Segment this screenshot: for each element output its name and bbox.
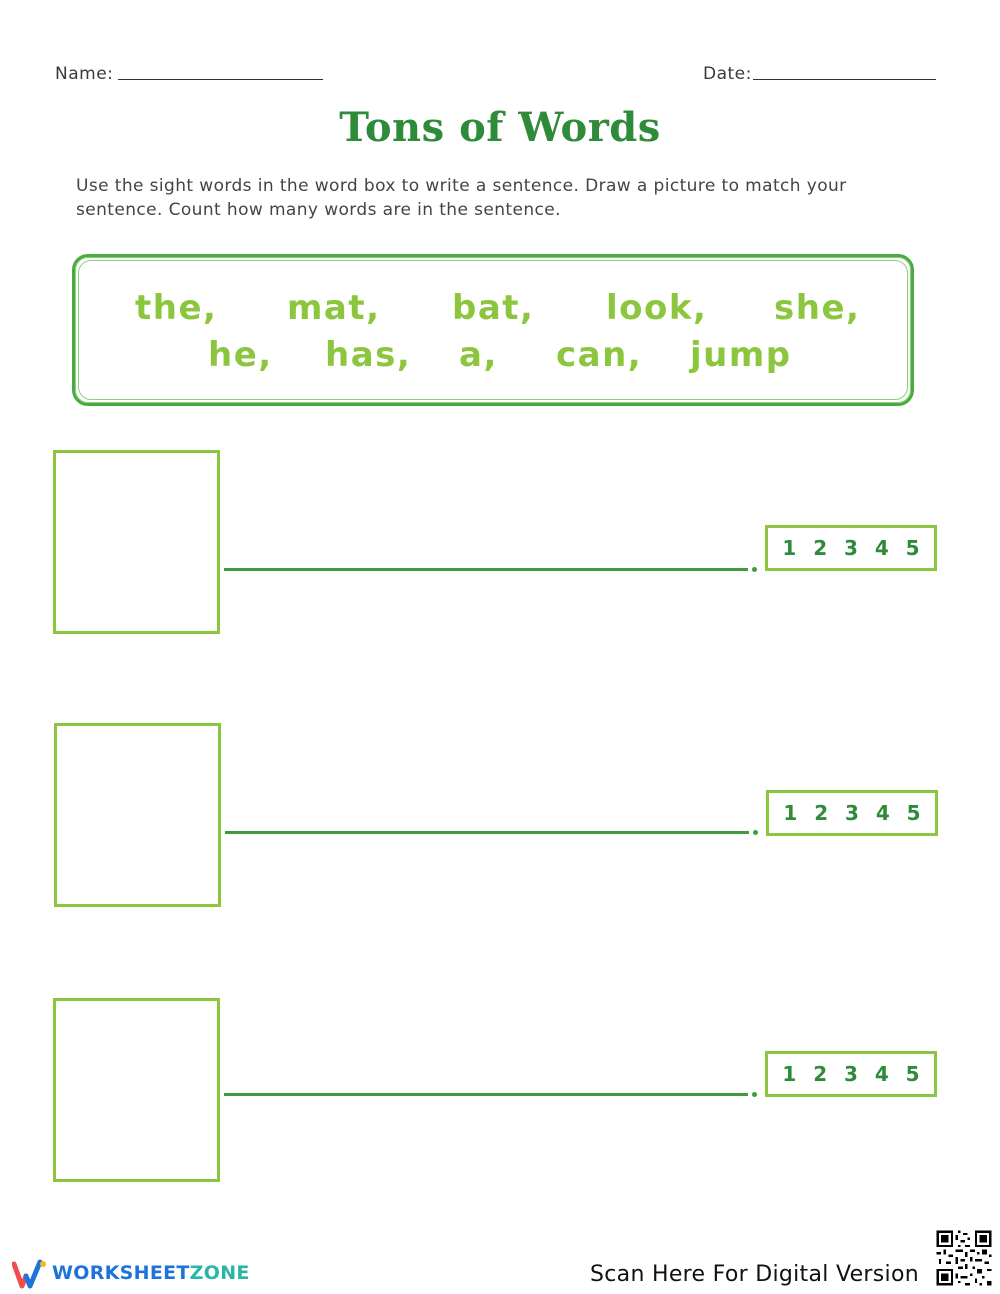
brand-name-part2: ZONE — [189, 1262, 250, 1284]
period-dot — [752, 567, 757, 572]
word-box — [72, 254, 914, 406]
brand-name-part1: WORKSHEET — [52, 1262, 190, 1284]
worksheetzone-logo-icon — [12, 1258, 48, 1290]
count-option[interactable]: 1 — [782, 1062, 797, 1086]
count-option[interactable]: 1 — [782, 536, 797, 560]
period-dot — [753, 830, 758, 835]
count-option[interactable]: 5 — [905, 1062, 920, 1086]
count-option[interactable]: 1 — [783, 801, 798, 825]
count-option[interactable]: 5 — [905, 536, 920, 560]
name-field[interactable] — [118, 79, 323, 80]
word-item: she, — [774, 288, 861, 328]
count-option[interactable]: 5 — [906, 801, 921, 825]
word-item: a, — [459, 335, 498, 375]
count-option[interactable]: 4 — [874, 1062, 889, 1086]
count-option[interactable]: 3 — [844, 536, 858, 560]
picture-box[interactable] — [54, 723, 221, 907]
word-item: bat, — [452, 288, 535, 328]
count-option[interactable]: 2 — [814, 801, 829, 825]
brand-name[interactable] — [52, 1262, 250, 1284]
word-count-box — [766, 790, 938, 836]
instructions-text: Use the sight words in the word box to write a sentence. Draw a picture to match your sentence. Count how many words are in the sentence. — [76, 176, 847, 220]
date-field[interactable] — [753, 79, 936, 80]
count-option[interactable]: 4 — [875, 801, 890, 825]
word-count-box — [765, 1051, 937, 1097]
count-option[interactable]: 4 — [874, 536, 889, 560]
scan-text: Scan Here For Digital Version — [590, 1262, 919, 1287]
word-item: jump — [690, 335, 792, 375]
sentence-line[interactable] — [224, 568, 748, 571]
count-option[interactable]: 3 — [845, 801, 859, 825]
count-option[interactable]: 2 — [813, 536, 828, 560]
picture-box[interactable] — [53, 998, 220, 1182]
picture-box[interactable] — [53, 450, 220, 634]
word-count-box — [765, 525, 937, 571]
word-item: mat, — [287, 288, 381, 328]
name-label: Name: — [55, 64, 114, 84]
sentence-line[interactable] — [224, 1093, 748, 1096]
count-option[interactable]: 2 — [813, 1062, 828, 1086]
word-item: the, — [135, 288, 218, 328]
page-title: Tons of Words — [339, 104, 661, 151]
qr-code-icon[interactable] — [934, 1228, 994, 1288]
word-item: look, — [606, 288, 708, 328]
word-item: he, — [208, 335, 273, 375]
word-item: has, — [325, 335, 412, 375]
sentence-line[interactable] — [225, 831, 749, 834]
period-dot — [752, 1092, 757, 1097]
count-option[interactable]: 3 — [844, 1062, 858, 1086]
word-item: can, — [556, 335, 643, 375]
date-label: Date: — [703, 64, 752, 84]
